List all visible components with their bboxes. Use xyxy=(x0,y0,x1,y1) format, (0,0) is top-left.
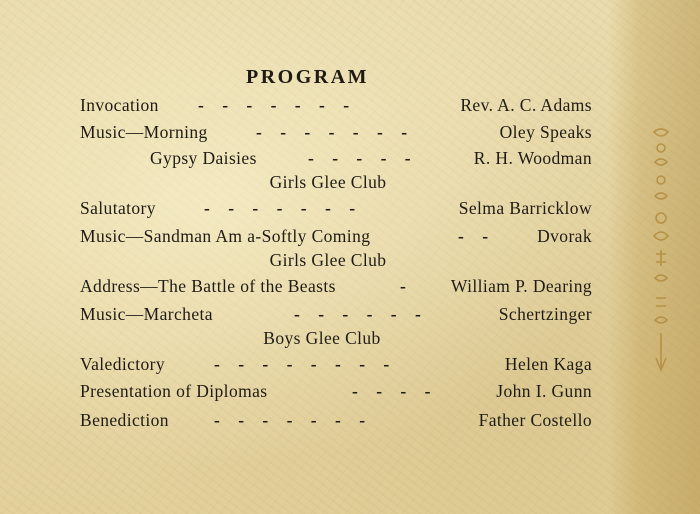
performer-group: Girls Glee Club xyxy=(269,250,387,270)
leader-dashes: - - - - - - - xyxy=(198,95,350,115)
program-performer: Helen Kaga xyxy=(504,354,592,374)
leader-dashes: - - - - xyxy=(352,381,431,401)
program-item: Valedictory xyxy=(80,354,166,374)
program-line xyxy=(80,381,592,405)
performer-group: Girls Glee Club xyxy=(269,172,387,192)
program-performer: John I. Gunn xyxy=(496,381,592,401)
program-performer: R. H. Woodman xyxy=(473,148,592,168)
program-item: Benediction xyxy=(80,410,169,430)
program-item: Salutatory xyxy=(80,198,156,218)
performer-group: Boys Glee Club xyxy=(263,328,381,348)
leader-dashes: - - - - - - - xyxy=(204,198,356,218)
program-line xyxy=(80,410,592,434)
program-performer: Oley Speaks xyxy=(499,122,592,142)
leader-dashes: - - - - - - xyxy=(294,304,421,324)
program-performer: William P. Dearing xyxy=(450,276,592,296)
program-line xyxy=(80,226,592,250)
program-performer: Rev. A. C. Adams xyxy=(460,95,592,115)
program-performer: Father Costello xyxy=(478,410,592,430)
leader-dashes: - - - - - - - xyxy=(214,410,366,430)
program-item: Address—The Battle of the Beasts xyxy=(80,276,336,296)
leader-dashes: - - - - - xyxy=(308,148,411,168)
program-line xyxy=(80,198,592,222)
program-item: Music—Sandman Am a-Softly Coming xyxy=(80,226,371,246)
program-line xyxy=(80,304,592,328)
program-item: Music—Morning xyxy=(80,122,208,142)
program-item: Gypsy Daisies xyxy=(150,148,257,168)
program-item: Presentation of Diplomas xyxy=(80,381,268,401)
leader-dashes: - - xyxy=(458,226,489,246)
program-performer: Schertzinger xyxy=(498,304,592,324)
page-title: PROGRAM xyxy=(246,66,370,88)
leader-dashes: - xyxy=(400,276,406,296)
program-line xyxy=(80,95,592,119)
program-item: Music—Marcheta xyxy=(80,304,213,324)
program-line xyxy=(80,354,592,378)
program-line xyxy=(150,148,592,172)
leader-dashes: - - - - - - - - xyxy=(214,354,390,374)
program-performer: Selma Barricklow xyxy=(458,198,592,218)
program-item: Invocation xyxy=(80,95,159,115)
program-line xyxy=(80,276,592,300)
program-performer: Dvorak xyxy=(537,226,592,246)
program-line xyxy=(80,122,592,146)
leader-dashes: - - - - - - - xyxy=(256,122,408,142)
